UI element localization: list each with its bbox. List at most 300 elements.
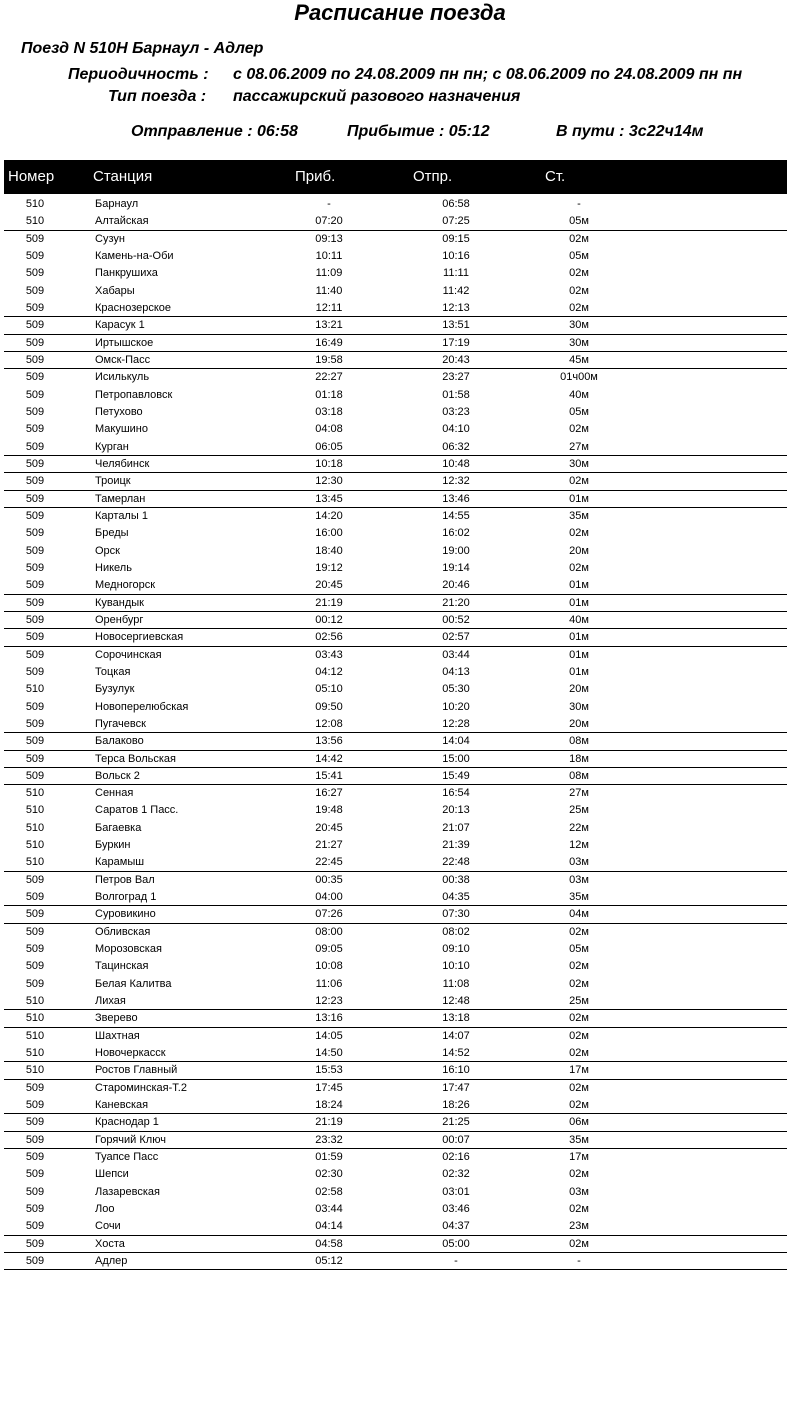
- row-stop: 01м: [569, 596, 589, 609]
- row-station: Бузулук: [95, 683, 135, 696]
- row-departure: 07:30: [442, 908, 470, 921]
- row-stop: 02м: [569, 960, 589, 973]
- row-arrival: 03:44: [315, 1203, 343, 1216]
- row-stop: 01м: [569, 579, 589, 592]
- row-station: Шахтная: [95, 1029, 140, 1042]
- row-departure: -: [454, 1255, 458, 1268]
- row-arrival: 04:00: [315, 891, 343, 904]
- row-arrival: 12:11: [315, 301, 343, 314]
- table-row: [4, 1236, 787, 1253]
- row-departure: 15:49: [442, 769, 470, 782]
- row-arrival: 04:58: [315, 1237, 343, 1250]
- row-arrival: 14:05: [315, 1029, 343, 1042]
- row-arrival: 08:00: [315, 925, 343, 938]
- table-row: [4, 976, 787, 993]
- row-stop: 02м: [569, 527, 589, 540]
- row-arrival: 06:05: [315, 440, 343, 453]
- row-stop: 02м: [569, 1012, 589, 1025]
- row-departure: 11:11: [443, 267, 469, 280]
- train-type-label: Тип поезда :: [108, 88, 207, 105]
- row-arrival: 00:12: [315, 613, 343, 626]
- table-row: [4, 1253, 787, 1270]
- row-station: Иртышское: [95, 336, 154, 349]
- table-row: [4, 387, 787, 404]
- row-stop: 02м: [569, 977, 589, 990]
- row-stop: 02м: [569, 1081, 589, 1094]
- row-departure: 14:55: [442, 509, 470, 522]
- row-departure: 07:25: [442, 215, 470, 228]
- table-row: [4, 213, 787, 230]
- row-number: 509: [25, 665, 45, 678]
- table-row: [4, 543, 787, 560]
- table-row: [4, 317, 787, 334]
- row-arrival: 15:53: [315, 1064, 343, 1077]
- row-number: 509: [25, 1099, 45, 1112]
- table-row: [4, 941, 787, 958]
- row-arrival: 04:12: [315, 665, 343, 678]
- row-stop: 05м: [569, 943, 589, 956]
- row-arrival: 10:11: [315, 249, 343, 262]
- row-number: 509: [25, 613, 45, 626]
- row-number: 509: [25, 232, 45, 245]
- row-stop: -: [577, 1255, 581, 1268]
- row-stop: 30м: [569, 700, 589, 713]
- table-row: [4, 1062, 787, 1079]
- row-stop: 02м: [569, 284, 589, 297]
- table-row: [4, 265, 787, 282]
- row-stop: 40м: [569, 388, 589, 401]
- row-stop: 35м: [569, 1133, 589, 1146]
- row-number: 509: [25, 319, 45, 332]
- periodicity-label: Периодичность :: [68, 66, 209, 83]
- row-number: 509: [25, 267, 45, 280]
- row-station: Лихая: [95, 995, 126, 1008]
- row-departure: 02:32: [442, 1168, 470, 1181]
- row-departure: 09:10: [442, 943, 470, 956]
- table-row: [4, 231, 787, 248]
- row-station: Карасук 1: [95, 319, 145, 332]
- row-departure: 04:35: [442, 891, 470, 904]
- row-number: 510: [25, 839, 45, 852]
- row-departure: 21:20: [442, 596, 470, 609]
- row-stop: 08м: [569, 769, 589, 782]
- row-station: Тоцкая: [95, 665, 131, 678]
- table-row: [4, 872, 787, 889]
- row-arrival: 21:19: [315, 596, 343, 609]
- table-row: [4, 1149, 787, 1166]
- row-arrival: 05:10: [315, 683, 343, 696]
- table-row: [4, 369, 787, 386]
- row-number: 509: [25, 527, 45, 540]
- row-arrival: 18:24: [315, 1099, 343, 1112]
- table-row: [4, 768, 787, 785]
- row-arrival: 07:20: [315, 215, 343, 228]
- row-stop: 20м: [569, 683, 589, 696]
- table-row: [4, 300, 787, 317]
- row-departure: 19:00: [442, 544, 470, 557]
- row-station: Буркин: [95, 839, 131, 852]
- row-station: Багаевка: [95, 821, 142, 834]
- page-title: Расписание поезда: [294, 0, 506, 25]
- row-departure: 19:14: [442, 561, 470, 574]
- row-departure: 15:00: [442, 752, 470, 765]
- row-number: 510: [25, 1047, 45, 1060]
- row-departure: 05:30: [442, 683, 470, 696]
- row-station: Саратов 1 Пасс.: [95, 804, 179, 817]
- table-row: [4, 577, 787, 594]
- row-stop: 01м: [569, 665, 589, 678]
- row-stop: 25м: [569, 804, 589, 817]
- row-departure: 21:25: [442, 1116, 470, 1129]
- row-number: 510: [25, 683, 45, 696]
- row-arrival: 12:08: [315, 717, 343, 730]
- table-row: [4, 1201, 787, 1218]
- row-departure: 04:10: [442, 423, 470, 436]
- row-stop: 20м: [569, 717, 589, 730]
- table-row: [4, 837, 787, 854]
- row-number: 510: [25, 804, 45, 817]
- table-row: [4, 1045, 787, 1062]
- row-departure: 03:44: [442, 648, 470, 661]
- table-row: [4, 491, 787, 508]
- table-row: [4, 751, 787, 768]
- table-row: [4, 1218, 787, 1235]
- table-row: [4, 664, 787, 681]
- travel-time: В пути : 3с22ч14м: [556, 123, 704, 140]
- row-number: 509: [25, 440, 45, 453]
- row-stop: 27м: [569, 787, 589, 800]
- row-departure: 11:42: [442, 284, 470, 297]
- row-station: Сузун: [95, 232, 125, 245]
- row-departure: 10:48: [442, 457, 470, 470]
- table-row: [4, 647, 787, 664]
- row-stop: 04м: [569, 908, 589, 921]
- table-row: [4, 802, 787, 819]
- row-station: Терса Вольская: [95, 752, 177, 765]
- row-arrival: 03:43: [315, 648, 343, 661]
- row-arrival: 10:08: [315, 960, 343, 973]
- row-station: Новоперелюбская: [95, 700, 189, 713]
- table-row: [4, 335, 787, 352]
- table-row: [4, 595, 787, 612]
- table-row: [4, 1114, 787, 1131]
- column-header-stop: Ст.: [545, 168, 566, 185]
- row-departure: 23:27: [442, 371, 470, 384]
- row-number: 509: [25, 769, 45, 782]
- row-number: 510: [25, 215, 45, 228]
- row-departure: 01:58: [442, 388, 470, 401]
- row-departure: 20:46: [442, 579, 470, 592]
- table-row: [4, 456, 787, 473]
- column-header-station: Станция: [93, 168, 153, 185]
- row-station: Суровикино: [95, 908, 156, 921]
- row-station: Камень-на-Оби: [95, 249, 174, 262]
- row-station: Староминская-Т.2: [95, 1081, 187, 1094]
- row-stop: 40м: [569, 613, 589, 626]
- table-row: [4, 993, 787, 1010]
- row-station: Курган: [95, 440, 129, 453]
- row-number: 509: [25, 405, 45, 418]
- row-stop: 03м: [569, 1185, 589, 1198]
- table-row: [4, 889, 787, 906]
- column-header-arrival: Приб.: [295, 168, 336, 185]
- row-departure: 13:18: [442, 1012, 470, 1025]
- table-row: [4, 1184, 787, 1201]
- row-number: 509: [25, 1133, 45, 1146]
- table-row: [4, 560, 787, 577]
- row-arrival: 02:56: [315, 631, 343, 644]
- row-departure: 02:16: [442, 1151, 470, 1164]
- row-stop: 02м: [569, 561, 589, 574]
- row-stop: 05м: [569, 249, 589, 262]
- row-number: 509: [25, 873, 45, 886]
- schedule-table: [4, 196, 787, 1270]
- row-station: Туапсе Пасс: [95, 1151, 159, 1164]
- row-stop: 17м: [569, 1151, 589, 1164]
- train-type-value: пассажирский разового назначения: [233, 88, 521, 105]
- table-row: [4, 421, 787, 438]
- row-number: 509: [25, 717, 45, 730]
- row-arrival: 01:59: [315, 1151, 343, 1164]
- row-stop: 35м: [569, 891, 589, 904]
- row-number: 509: [25, 1255, 45, 1268]
- row-arrival: 18:40: [315, 544, 343, 557]
- row-station: Тацинская: [95, 960, 149, 973]
- row-station: Алтайская: [95, 215, 149, 228]
- row-number: 509: [25, 1081, 45, 1094]
- row-station: Сенная: [95, 787, 134, 800]
- row-arrival: 13:16: [315, 1012, 343, 1025]
- row-departure: 14:07: [442, 1029, 470, 1042]
- row-arrival: 03:18: [315, 405, 343, 418]
- table-row: [4, 612, 787, 629]
- row-arrival: 07:26: [315, 908, 343, 921]
- periodicity-value: с 08.06.2009 по 24.08.2009 пн пн; с 08.06.2009 по 24.08.2009 пн пн: [233, 66, 743, 83]
- row-arrival: 12:23: [315, 995, 343, 1008]
- row-stop: 02м: [569, 232, 589, 245]
- row-number: 509: [25, 457, 45, 470]
- row-departure: 17:47: [442, 1081, 470, 1094]
- table-row: [4, 525, 787, 542]
- row-departure: 14:04: [442, 735, 470, 748]
- row-departure: 13:51: [442, 319, 470, 332]
- row-stop: 01м: [569, 648, 589, 661]
- row-number: 509: [25, 1203, 45, 1216]
- row-departure: 06:32: [442, 440, 470, 453]
- row-station: Ростов Главный: [95, 1064, 178, 1077]
- row-stop: 05м: [569, 405, 589, 418]
- row-number: 509: [25, 752, 45, 765]
- table-row: [4, 1080, 787, 1097]
- row-station: Волгоград 1: [95, 891, 157, 904]
- row-number: 509: [25, 371, 45, 384]
- row-number: 509: [25, 908, 45, 921]
- row-stop: 12м: [569, 839, 589, 852]
- row-departure: 05:00: [442, 1237, 470, 1250]
- row-station: Сорочинская: [95, 648, 162, 661]
- row-departure: 18:26: [442, 1099, 470, 1112]
- row-number: 509: [25, 735, 45, 748]
- row-station: Исилькуль: [95, 371, 150, 384]
- row-arrival: 20:45: [315, 821, 343, 834]
- row-arrival: 04:08: [315, 423, 343, 436]
- row-number: 509: [25, 700, 45, 713]
- row-stop: 03м: [569, 856, 589, 869]
- row-arrival: 14:50: [315, 1047, 343, 1060]
- row-number: 510: [25, 995, 45, 1008]
- row-arrival: 23:32: [315, 1133, 343, 1146]
- row-station: Макушино: [95, 423, 149, 436]
- row-arrival: 05:12: [315, 1255, 343, 1268]
- row-arrival: 21:27: [315, 839, 343, 852]
- row-station: Балаково: [95, 735, 144, 748]
- row-number: 509: [25, 1116, 45, 1129]
- row-station: Хабары: [95, 284, 135, 297]
- row-station: Сочи: [95, 1220, 121, 1233]
- row-stop: 01м: [569, 492, 589, 505]
- row-departure: 12:32: [442, 475, 470, 488]
- row-arrival: 02:58: [315, 1185, 343, 1198]
- row-departure: 20:43: [442, 353, 470, 366]
- row-arrival: 11:06: [315, 977, 343, 990]
- row-arrival: 20:45: [315, 579, 343, 592]
- row-arrival: 14:42: [315, 752, 343, 765]
- row-number: 509: [25, 353, 45, 366]
- row-stop: 17м: [569, 1064, 589, 1077]
- row-number: 510: [25, 856, 45, 869]
- row-number: 509: [25, 596, 45, 609]
- row-departure: 00:38: [442, 873, 470, 886]
- row-stop: 01м: [569, 631, 589, 644]
- row-arrival: 10:18: [315, 457, 343, 470]
- row-departure: 00:52: [442, 613, 470, 626]
- row-station: Оренбург: [95, 613, 144, 626]
- row-station: Барнаул: [95, 198, 139, 210]
- row-station: Шепси: [95, 1168, 129, 1181]
- row-arrival: 16:27: [315, 787, 343, 800]
- row-stop: 27м: [569, 440, 589, 453]
- row-arrival: 02:30: [315, 1168, 343, 1181]
- row-station: Лазаревская: [95, 1185, 160, 1198]
- row-number: 509: [25, 925, 45, 938]
- row-arrival: 13:21: [315, 319, 343, 332]
- row-number: 509: [25, 301, 45, 314]
- row-arrival: 21:19: [315, 1116, 343, 1129]
- table-row: [4, 733, 787, 750]
- row-station: Зверево: [95, 1012, 138, 1025]
- row-departure: 12:48: [442, 995, 470, 1008]
- row-stop: 02м: [569, 1099, 589, 1112]
- train-name: Поезд N 510Н Барнаул - Адлер: [21, 40, 264, 57]
- row-arrival: 22:27: [315, 371, 343, 384]
- row-stop: 02м: [569, 925, 589, 938]
- row-station: Лоо: [95, 1203, 115, 1216]
- row-departure: 00:07: [442, 1133, 470, 1146]
- row-stop: 02м: [569, 1029, 589, 1042]
- row-departure: 13:46: [442, 492, 470, 505]
- table-row: [4, 196, 787, 213]
- row-departure: 12:13: [442, 301, 470, 314]
- row-number: 509: [25, 579, 45, 592]
- row-stop: 02м: [569, 1237, 589, 1250]
- row-stop: 18м: [569, 752, 589, 765]
- row-departure: 21:07: [442, 821, 470, 834]
- row-number: 509: [25, 336, 45, 349]
- row-number: 509: [25, 1185, 45, 1198]
- row-departure: 11:08: [442, 977, 470, 990]
- row-stop: 30м: [569, 336, 589, 349]
- table-row: [4, 958, 787, 975]
- row-departure: 20:13: [442, 804, 470, 817]
- row-stop: 02м: [569, 301, 589, 314]
- row-station: Панкрушиха: [95, 267, 158, 280]
- row-arrival: 22:45: [315, 856, 343, 869]
- table-row: [4, 1010, 787, 1027]
- row-arrival: 00:35: [315, 873, 343, 886]
- row-number: 510: [25, 821, 45, 834]
- row-station: Горячий Ключ: [95, 1133, 166, 1146]
- row-station: Петухово: [95, 405, 143, 418]
- row-number: 509: [25, 492, 45, 505]
- row-number: 509: [25, 388, 45, 401]
- row-arrival: 19:12: [315, 561, 343, 574]
- table-row: [4, 681, 787, 698]
- row-departure: 16:10: [442, 1064, 470, 1077]
- row-number: 509: [25, 1168, 45, 1181]
- row-station: Морозовская: [95, 943, 162, 956]
- row-arrival: -: [327, 198, 331, 210]
- row-stop: 08м: [569, 735, 589, 748]
- row-arrival: 01:18: [315, 388, 343, 401]
- row-station: Омск-Пасс: [95, 353, 151, 366]
- table-row: [4, 1097, 787, 1114]
- row-departure: 21:39: [442, 839, 470, 852]
- row-arrival: 17:45: [315, 1081, 343, 1094]
- row-station: Тамерлан: [95, 492, 146, 505]
- row-arrival: 14:20: [315, 509, 343, 522]
- row-arrival: 11:09: [315, 267, 343, 280]
- row-number: 509: [25, 284, 45, 297]
- row-departure: 03:23: [442, 405, 470, 418]
- table-row: [4, 248, 787, 265]
- row-station: Троицк: [95, 475, 131, 488]
- row-stop: 22м: [569, 821, 589, 834]
- row-station: Новосергиевская: [95, 631, 184, 644]
- row-station: Кувандык: [95, 596, 144, 609]
- row-departure: 08:02: [442, 925, 470, 938]
- row-stop: 06м: [569, 1116, 589, 1129]
- table-row: [4, 508, 787, 525]
- row-arrival: 13:56: [315, 735, 343, 748]
- row-station: Петров Вал: [95, 873, 155, 886]
- row-departure: 03:46: [442, 1203, 470, 1216]
- row-station: Карталы 1: [95, 509, 148, 522]
- row-arrival: 13:45: [315, 492, 343, 505]
- row-departure: 16:54: [442, 787, 470, 800]
- row-station: Адлер: [95, 1255, 128, 1268]
- row-number: 510: [25, 787, 45, 800]
- row-arrival: 19:58: [315, 353, 343, 366]
- row-stop: 45м: [569, 353, 589, 366]
- row-stop: -: [577, 198, 581, 210]
- row-departure: 12:28: [442, 717, 470, 730]
- row-departure: 04:37: [442, 1220, 470, 1233]
- row-station: Вольск 2: [95, 769, 140, 782]
- row-station: Каневская: [95, 1099, 149, 1112]
- row-number: 509: [25, 1220, 45, 1233]
- table-row: [4, 785, 787, 802]
- table-row: [4, 629, 787, 646]
